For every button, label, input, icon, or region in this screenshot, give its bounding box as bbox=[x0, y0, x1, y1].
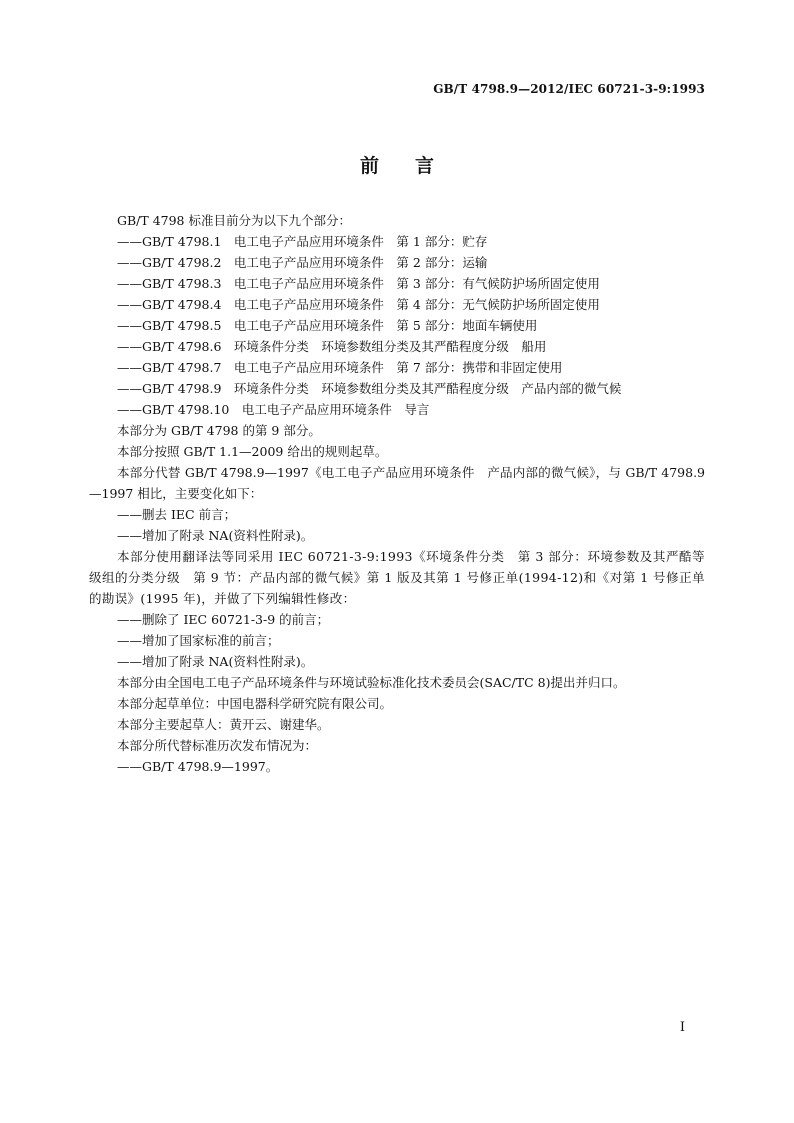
paragraph-replacement: 本部分代替 GB/T 4798.9—1997《电工电子产品应用环境条件 产品内部的微气候》，与 GB/T 4798.9—1997 相比，主要变化如下： bbox=[89, 465, 705, 501]
list-item-part-10: ——GB/T 4798.10 电工电子产品应用环境条件 导言 bbox=[117, 402, 430, 417]
list-item-part-7: ——GB/T 4798.7 电工电子产品应用环境条件 第 7 部分：携带和非固定使用 bbox=[117, 360, 563, 375]
list-item-edit-2: ——增加了国家标准的前言； bbox=[117, 633, 280, 648]
list-item-part-6: ——GB/T 4798.6 环境条件分类 环境参数组分类及其严酷程度分级 船用 bbox=[117, 339, 547, 354]
paragraph-adoption: 本部分使用翻译法等同采用 IEC 60721-3-9:1993《环境条件分类 第 3 部分：环境参数及其严酷等级组的分类分级 第 9 节：产品内部的微气候》第 1 版及其第 1 号修正单(1994-12)和《对第 1 号修正单的勘误》(1995 年)，并做了下列编辑性修改： bbox=[89, 549, 705, 606]
paragraph-series-intro: GB/T 4798 标准目前分为以下九个部分： bbox=[117, 213, 351, 228]
paragraph-drafters: 本部分主要起草人：黄开云、谢建华。 bbox=[117, 717, 330, 732]
list-item-part-4: ——GB/T 4798.4 电工电子产品应用环境条件 第 4 部分：无气候防护场所固定使用 bbox=[117, 297, 600, 312]
list-item-part-2: ——GB/T 4798.2 电工电子产品应用环境条件 第 2 部分：运输 bbox=[117, 255, 488, 270]
list-item-part-3: ——GB/T 4798.3 电工电子产品应用环境条件 第 3 部分：有气候防护场所固定使用 bbox=[117, 276, 600, 291]
paragraph-drafting-unit: 本部分起草单位：中国电器科学研究院有限公司。 bbox=[117, 696, 393, 711]
list-item-edit-3: ——增加了附录 NA(资料性附录)。 bbox=[117, 654, 314, 669]
list-item-edit-1: ——删除了 IEC 60721-3-9 的前言； bbox=[117, 612, 330, 627]
standard-code-header: GB/T 4798.9—2012/IEC 60721-3-9:1993 bbox=[433, 82, 705, 96]
list-item-change-2: ——增加了附录 NA(资料性附录)。 bbox=[117, 528, 314, 543]
list-item-history-1: ——GB/T 4798.9—1997。 bbox=[117, 759, 279, 774]
foreword-body bbox=[89, 210, 705, 777]
page-title: 前言 bbox=[359, 155, 470, 177]
paragraph-history-intro: 本部分所代替标准历次发布情况为： bbox=[117, 738, 318, 753]
paragraph-part-statement: 本部分为 GB/T 4798 的第 9 部分。 bbox=[117, 423, 321, 438]
paragraph-drafting-rules: 本部分按照 GB/T 1.1—2009 给出的规则起草。 bbox=[117, 444, 388, 459]
list-item-part-1: ——GB/T 4798.1 电工电子产品应用环境条件 第 1 部分：贮存 bbox=[117, 234, 488, 249]
list-item-part-5: ——GB/T 4798.5 电工电子产品应用环境条件 第 5 部分：地面车辆使用 bbox=[117, 318, 538, 333]
list-item-part-9: ——GB/T 4798.9 环境条件分类 环境参数组分类及其严酷程度分级 产品内部的微气候 bbox=[117, 381, 622, 396]
paragraph-proposer: 本部分由全国电工电子产品环境条件与环境试验标准化技术委员会(SAC/TC 8)提出并归口。 bbox=[117, 675, 626, 690]
page-number: I bbox=[679, 1020, 685, 1035]
list-item-change-1: ——删去 IEC 前言； bbox=[117, 507, 237, 522]
